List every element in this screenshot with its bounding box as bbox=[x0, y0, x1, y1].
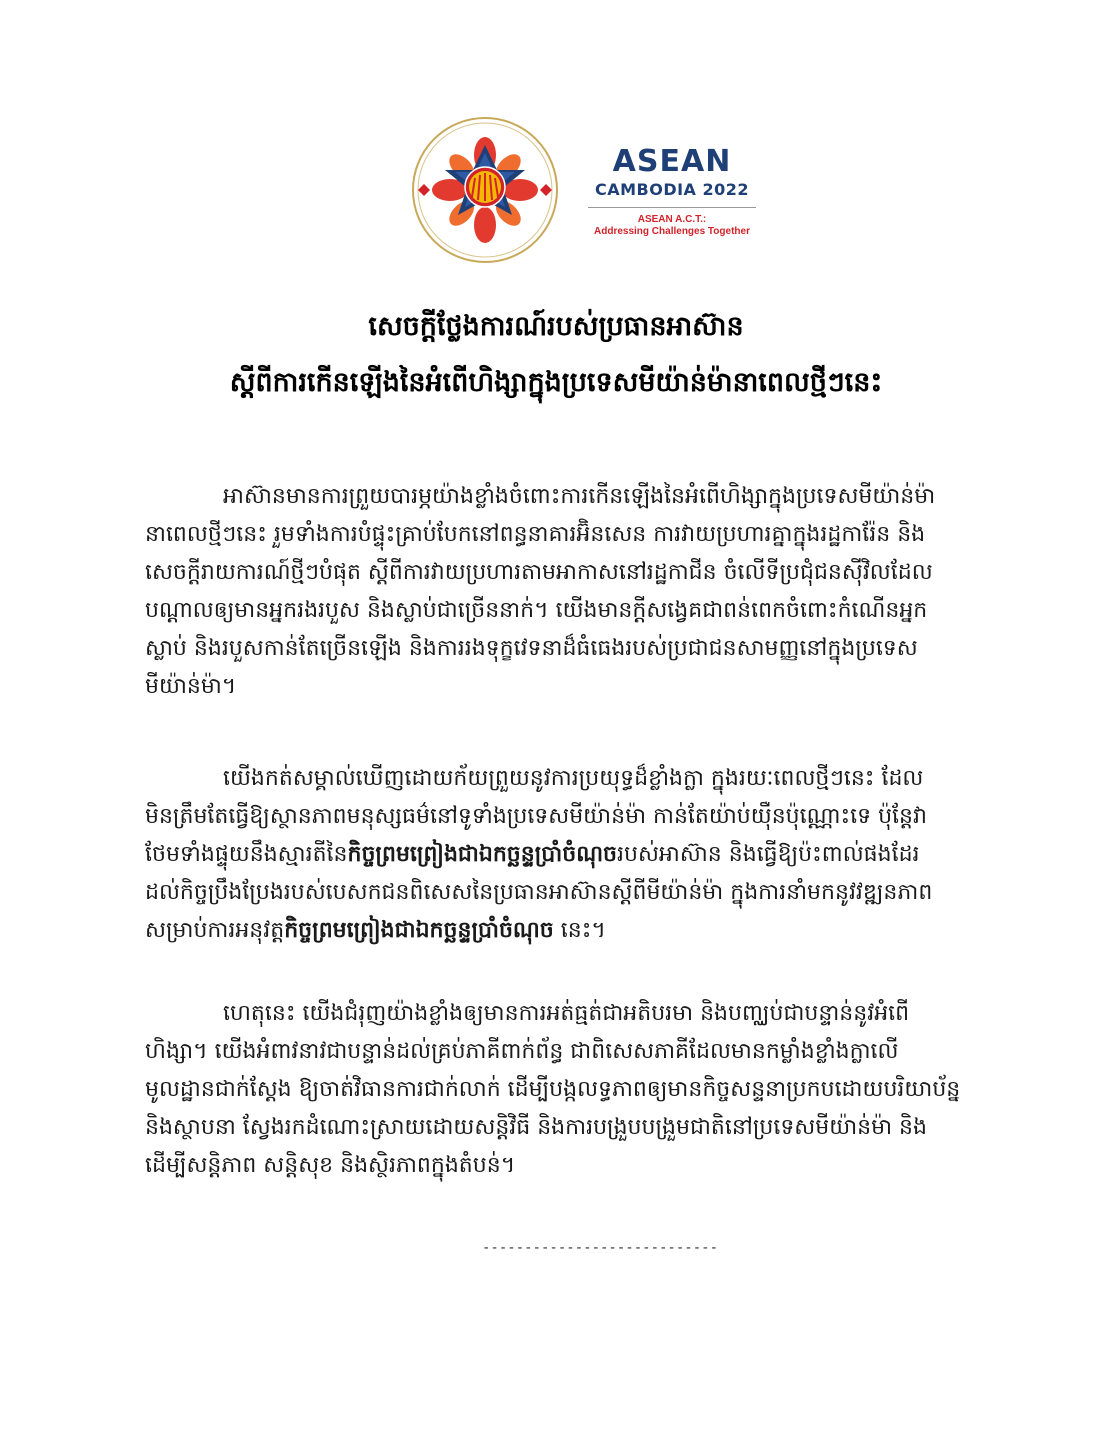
paragraph-3-line: ហិង្សា។ យើងអំពាវនាវជាបន្ទាន់ដល់គ្រប់ភាគីពាក់ព័ន្ធ ជាពិសេសភាគីដែលមានកម្លាំងខ្លាំងក្លាលើ bbox=[145, 1039, 899, 1064]
five-point-consensus-bold: កិច្ចព្រមព្រៀងជាឯកច្ឆន្ទប្រាំចំណុច bbox=[284, 918, 554, 943]
paragraph-2 bbox=[145, 760, 1003, 950]
paragraph-2-line: យើងកត់សម្គាល់ឃើញដោយក័យព្រួយនូវការប្រយុទ្ធដ៏ខ្លាំងក្លា ក្នុងរយៈពេលថ្មីៗនេះ ដែល bbox=[223, 766, 924, 791]
brand-act-text: ASEAN A.C.T.: bbox=[637, 214, 707, 225]
brand-divider bbox=[588, 207, 756, 208]
paragraph-1-line: អាស៊ានមានការព្រួយបារម្ភយ៉ាងខ្លាំងចំពោះការកើនឡើងនៃអំពើហិង្សាក្នុងប្រទេសមីយ៉ាន់ម៉ា bbox=[223, 484, 936, 509]
paragraph-2-line bbox=[145, 836, 1003, 874]
end-divider: ---------------------------- bbox=[482, 1240, 719, 1256]
paragraph-1-line: នាពេលថ្មីៗនេះ រួមទាំងការបំផ្ទុះគ្រាប់បែកនៅពន្ធនាគារអ៊ិនសេន ការវាយប្រហារគ្នាក្នុងរដ្ឋការ៉ែន និង bbox=[145, 522, 926, 547]
paragraph-1-line: ស្លាប់ និងរបួសកាន់តែច្រើនឡើង និងការរងទុក្ខវេទនាដ៏ធំធេងរបស់ប្រជាជនសាមញ្ញនៅក្នុងប្រទេស bbox=[145, 636, 918, 661]
paragraph-3-line: មូលដ្ឋានជាក់ស្តែង ឱ្យចាត់វិធានការជាក់លាក់ ដើម្បីបង្កលទ្ធភាពឲ្យមានកិច្ចសន្ទនាប្រកបដោយបរិយាប័ន្ន bbox=[145, 1077, 961, 1102]
paragraph-1-line: សេចក្តីរាយការណ៍ថ្មីៗបំផុត ស្តីពីការវាយប្រហារតាមអាកាសនៅរដ្ឋកាជីន ចំលើទីប្រជុំជនស៊ីវិលដែល bbox=[145, 560, 933, 585]
brand-tagline: Addressing Challenges Together bbox=[594, 226, 750, 237]
document-title-line-1: សេចក្តីថ្លែងការណ៍របស់ប្រធានអាស៊ាន bbox=[368, 311, 744, 342]
paragraph-3 bbox=[145, 995, 1003, 1185]
brand-wordmark bbox=[582, 145, 762, 238]
paragraph-2-text: សម្រាប់ការអនុវត្ត bbox=[145, 918, 285, 943]
brand-sub-text: CAMBODIA 2022 bbox=[594, 180, 750, 199]
paragraph-2-text: ថែមទាំងផ្ទុយនឹងស្មារតីនៃ bbox=[145, 842, 348, 867]
brand-main-text: ASEAN bbox=[612, 144, 732, 179]
paragraph-2-text: របស់អាស៊ាន និងធ្វើឱ្យប៉ះពាល់ផងដែរ bbox=[617, 842, 920, 867]
asean-cambodia-2022-logo bbox=[410, 115, 770, 265]
paragraph-1 bbox=[145, 478, 1003, 706]
paragraph-2-line: មិនត្រឹមតែធ្វើឱ្យស្ថានភាពមនុស្សធម៌នៅទូទាំងប្រទេសមីយ៉ាន់ម៉ា កាន់តែយ៉ាប់យ៉ឺនប៉ុណ្ណោះទេ ប៉ុន្តែវា bbox=[145, 804, 927, 829]
paragraph-2-line bbox=[145, 912, 1003, 950]
paragraph-3-line: ហេតុនេះ យើងជំរុញយ៉ាងខ្លាំងឲ្យមានការអត់ធ្មត់ជាអតិបរមា និងបញ្ឈប់ជាបន្ទាន់នូវអំពើ bbox=[223, 1001, 910, 1026]
paragraph-2-line: ដល់កិច្ចប្រឹងប្រែងរបស់បេសកជនពិសេសនៃប្រធានអាស៊ានស្តីពីមីយ៉ាន់ម៉ា ក្នុងការនាំមកនូវវឌ្ឍនភាព bbox=[145, 880, 933, 905]
paragraph-3-line: និងស្ថាបនា ស្វែងរកដំណោះស្រាយដោយសន្តិវិធី និងការបង្រួបបង្រួមជាតិនៅប្រទេសមីយ៉ាន់ម៉ា និង bbox=[145, 1115, 927, 1140]
paragraph-1-line: មីយ៉ាន់ម៉ា។ bbox=[145, 674, 237, 699]
paragraph-3-line: ដើម្បីសន្តិភាព សន្តិសុខ និងស្ថិរភាពក្នុងតំបន់។ bbox=[145, 1153, 516, 1178]
paragraph-1-line: បណ្តាលឲ្យមានអ្នករងរបួស និងស្លាប់ជាច្រើននាក់។ យើងមានក្តីសង្វេគជាពន់ពេកចំពោះកំណើនអ្នក bbox=[145, 598, 928, 623]
five-point-consensus-bold: កិច្ចព្រមព្រៀងជាឯកច្ឆន្ទប្រាំចំណុច bbox=[347, 842, 618, 867]
paragraph-2-text: នេះ។ bbox=[553, 918, 606, 943]
asean-emblem-icon bbox=[410, 115, 560, 265]
document-title-line-2: ស្តីពីការកើនឡើងនៃអំពើហិង្សាក្នុងប្រទេសមីយ៉ាន់ម៉ានាពេលថ្មីៗនេះ bbox=[229, 367, 883, 398]
